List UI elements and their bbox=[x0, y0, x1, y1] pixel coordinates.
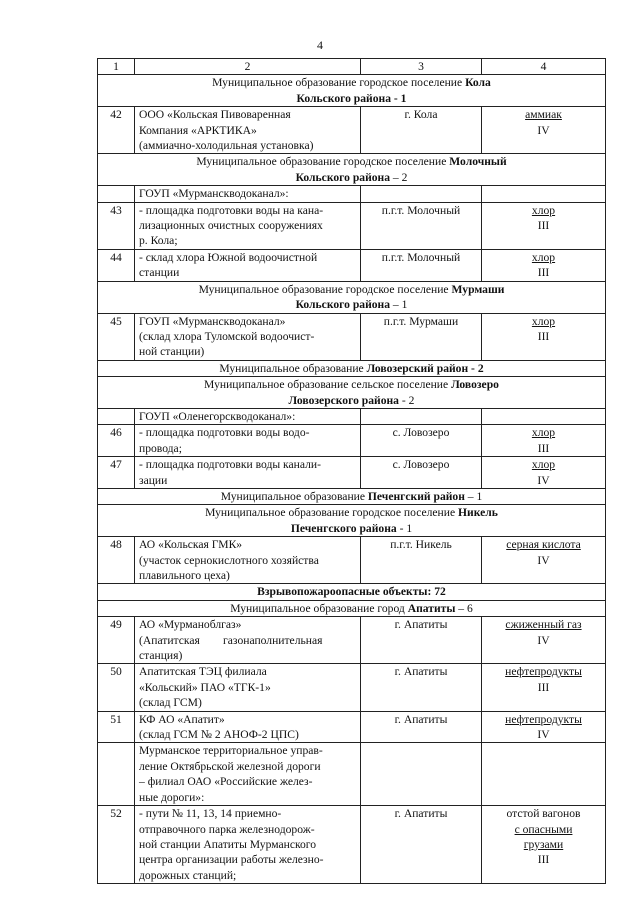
table-row bbox=[98, 408, 606, 424]
table-row bbox=[98, 202, 606, 249]
row-number: 42 bbox=[98, 107, 135, 154]
table-row bbox=[98, 107, 606, 154]
object-description: Апатитская ТЭЦ филиала «Кольский» ПАО «ТГК-1» (склад ГСМ) bbox=[135, 664, 361, 711]
hazard-substance-class: отстой вагонов с опасными грузами III bbox=[482, 806, 606, 884]
section-header-pechengsky: Муниципальное образование Печенгский район – 1 bbox=[98, 488, 606, 504]
object-description: - площадка подготовки воды на кана- лизационных очистных сооружениях р. Кола; bbox=[135, 202, 361, 249]
object-location: п.г.т. Молочный bbox=[361, 202, 482, 249]
object-location: п.г.т. Никель bbox=[361, 537, 482, 584]
section-header-molochny: Муниципальное образование городское поселение Молочный Кольского района – 2 bbox=[98, 154, 606, 186]
table-row bbox=[98, 664, 606, 711]
section-header-nikel: Муниципальное образование городское поселение Никель Печенгского района - 1 bbox=[98, 505, 606, 537]
section-header-murmashi: Муниципальное образование городское поселение Мурмаши Кольского района – 1 bbox=[98, 281, 606, 313]
object-description: ООО «Кольская Пивоваренная Компания «АРКТИКА» (аммиачно-холодильная установка) bbox=[135, 107, 361, 154]
table-row bbox=[98, 249, 606, 281]
row-number: 46 bbox=[98, 425, 135, 457]
object-description: ГОУП «Мурманскводоканал» (склад хлора Туломской водоочист- ной станции) bbox=[135, 313, 361, 360]
table-row bbox=[98, 186, 606, 202]
organization-name: ГОУП «Оленегорскводоканал»: bbox=[135, 408, 361, 424]
section-header-row bbox=[98, 584, 606, 600]
hazard-substance-class: хлор III bbox=[482, 313, 606, 360]
column-header-2: 2 bbox=[135, 59, 361, 75]
hazard-substance-class: хлор III bbox=[482, 202, 606, 249]
organization-name: ГОУП «Мурманскводоканал»: bbox=[135, 186, 361, 202]
section-header-apatity: Муниципальное образование город Апатиты – 6 bbox=[98, 600, 606, 616]
object-description: - площадка подготовки воды канали- зации bbox=[135, 457, 361, 489]
object-location: с. Ловозеро bbox=[361, 457, 482, 489]
table-row bbox=[98, 743, 606, 806]
section-header-kola: Муниципальное образование городское поселение Кола Кольского района - 1 bbox=[98, 75, 606, 107]
object-description: - площадка подготовки воды водо- провода; bbox=[135, 425, 361, 457]
section-header-row bbox=[98, 377, 606, 409]
object-location: г. Апатиты bbox=[361, 806, 482, 884]
table-row bbox=[98, 425, 606, 457]
column-header-3: 3 bbox=[361, 59, 482, 75]
organization-name: Мурманское территориальное управ- ление Октябрьской железной дороги – филиал ОАО «Российские желез- ные дороги»: bbox=[135, 743, 361, 806]
hazard-substance-class: хлор III bbox=[482, 425, 606, 457]
hazard-substance-class: нефтепродукты III bbox=[482, 664, 606, 711]
row-number: 45 bbox=[98, 313, 135, 360]
hazard-substance-class: сжиженный газ IV bbox=[482, 617, 606, 664]
object-location: п.г.т. Мурмаши bbox=[361, 313, 482, 360]
object-description: КФ АО «Апатит» (склад ГСМ № 2 АНОФ-2 ЦПС) bbox=[135, 711, 361, 743]
object-location: г. Кола bbox=[361, 107, 482, 154]
object-description: АО «Кольская ГМК» (участок сернокислотного хозяйства плавильного цеха) bbox=[135, 537, 361, 584]
table-row bbox=[98, 806, 606, 884]
table-row bbox=[98, 457, 606, 489]
column-header-4: 4 bbox=[482, 59, 606, 75]
section-header-row bbox=[98, 488, 606, 504]
object-location: п.г.т. Молочный bbox=[361, 249, 482, 281]
section-header-row bbox=[98, 154, 606, 186]
hazard-substance-class: серная кислота IV bbox=[482, 537, 606, 584]
row-number: 48 bbox=[98, 537, 135, 584]
object-location: г. Апатиты bbox=[361, 711, 482, 743]
row-number: 51 bbox=[98, 711, 135, 743]
column-header-1: 1 bbox=[98, 59, 135, 75]
section-header-row bbox=[98, 75, 606, 107]
page-number: 4 bbox=[317, 38, 323, 52]
row-number: 52 bbox=[98, 806, 135, 884]
object-location: с. Ловозеро bbox=[361, 425, 482, 457]
row-number: 50 bbox=[98, 664, 135, 711]
section-header-row bbox=[98, 281, 606, 313]
section-header-lovozersky: Муниципальное образование Ловозерский район - 2 bbox=[98, 360, 606, 376]
section-header-row bbox=[98, 360, 606, 376]
section-header-explosive: Взрывопожароопасные объекты: 72 bbox=[98, 584, 606, 600]
table-row bbox=[98, 537, 606, 584]
row-number: 44 bbox=[98, 249, 135, 281]
hazard-substance-class: хлор III bbox=[482, 249, 606, 281]
object-location: г. Апатиты bbox=[361, 664, 482, 711]
row-number: 43 bbox=[98, 202, 135, 249]
table-row bbox=[98, 313, 606, 360]
section-header-row bbox=[98, 505, 606, 537]
row-number: 49 bbox=[98, 617, 135, 664]
hazard-substance-class: аммиак IV bbox=[482, 107, 606, 154]
object-description: - пути № 11, 13, 14 приемно- отправочного парка железнодорож- ной станции Апатиты Мурманского центра организации работы железно- дорожных станций; bbox=[135, 806, 361, 884]
table-row bbox=[98, 711, 606, 743]
hazard-substance-class: хлор IV bbox=[482, 457, 606, 489]
object-description: - склад хлора Южной водоочистной станции bbox=[135, 249, 361, 281]
hazard-substance-class: нефтепродукты IV bbox=[482, 711, 606, 743]
hazardous-objects-table bbox=[97, 58, 606, 884]
section-header-lovozero: Муниципальное образование сельское поселение Ловозеро Ловозерского района - 2 bbox=[98, 377, 606, 409]
section-header-row bbox=[98, 600, 606, 616]
row-number: 47 bbox=[98, 457, 135, 489]
object-location: г. Апатиты bbox=[361, 617, 482, 664]
table-row bbox=[98, 617, 606, 664]
object-description: АО «Мурманоблгаз» (Апатитская газонаполнительная станция) bbox=[135, 617, 361, 664]
column-header-row bbox=[98, 59, 606, 75]
